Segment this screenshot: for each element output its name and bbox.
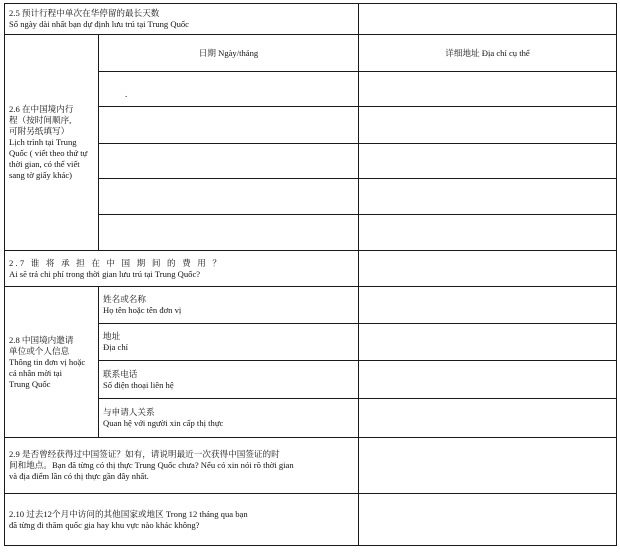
q2-8-label-line: Trung Quốc	[9, 378, 51, 389]
q2-6-label-line: 程（按时间顺序,	[9, 115, 72, 125]
q2-6-label-line: 可附另纸填写）	[9, 126, 70, 136]
inviter-field-zh: 与申请人关系	[103, 407, 155, 417]
q2-7-label	[5, 251, 359, 287]
q2-8-label-line: cá nhân mời tại	[9, 367, 62, 378]
itinerary-address-field[interactable]	[359, 179, 617, 215]
q2-6-label-line: Quốc ( viết theo thứ tự	[9, 148, 88, 158]
q2-5-label-zh: 2.5 预计行程中单次在华停留的最长天数	[9, 8, 160, 18]
inviter-address-label	[99, 324, 359, 361]
q2-9-label-line: 间和地点。Bạn đã từng có thị thực Trung Quốc chưa? Nếu có xin nói rõ thời gian	[9, 460, 294, 470]
inviter-field-zh: 地址	[103, 331, 121, 341]
stray-mark: .	[125, 88, 128, 99]
itinerary-address-field[interactable]	[359, 144, 617, 179]
row-2-9	[5, 438, 617, 494]
q2-8-label	[5, 287, 99, 438]
q2-6-label-line: thời gian, có thể viết	[9, 159, 80, 169]
inviter-field-vi: Số điện thoại liên hệ	[103, 379, 174, 390]
inviter-relation-label	[99, 399, 359, 438]
q2-7-label-vi: Ai sẽ trả chi phí trong thời gian lưu trú tại Trung Quốc?	[9, 268, 201, 279]
row-2-10	[5, 494, 617, 546]
inviter-field-vi: Địa chỉ	[103, 342, 129, 352]
q2-6-label	[5, 35, 99, 251]
q2-5-label-vi: Số ngày dài nhất bạn dự định lưu trú tại Trung Quốc	[9, 19, 189, 29]
q2-6-label-line: Lịch trình tại Trung	[9, 137, 77, 147]
q2-5-label	[5, 4, 359, 35]
itinerary-address-header: 详细地址 Địa chỉ cụ thể	[359, 35, 617, 72]
q2-6-label-line: sang tờ giấy khác)	[9, 170, 73, 180]
row-2-7	[5, 251, 617, 287]
inviter-phone-field[interactable]	[359, 361, 617, 399]
inviter-name-label	[99, 287, 359, 324]
itinerary-date-field[interactable]	[99, 215, 359, 251]
inviter-field-vi: Họ tên hoặc tên đơn vị	[103, 305, 182, 315]
q2-7-answer-field[interactable]	[359, 251, 617, 287]
q2-10-answer-field[interactable]	[359, 494, 617, 546]
q2-8-label-line: Thông tin đơn vị hoặc	[9, 356, 86, 367]
q2-9-label	[5, 438, 359, 494]
q2-7-label-zh: 2.7 谁 将 承 担 在 中 国 期 间 的 费 用 ？	[9, 257, 224, 268]
inviter-address-field[interactable]	[359, 324, 617, 361]
q2-10-label-line: 2.10 过去12个月中访问的其他国家或地区 Trong 12 tháng qua bạn	[9, 508, 248, 519]
inviter-field-vi: Quan hệ với người xin cấp thị thực	[103, 418, 224, 428]
inviter-phone-label	[99, 361, 359, 399]
itinerary-date-field[interactable]	[99, 144, 359, 179]
q2-8-label-line: 单位或个人信息	[9, 345, 70, 356]
itinerary-date-field[interactable]	[99, 179, 359, 215]
inviter-relation-field[interactable]	[359, 399, 617, 438]
q2-9-label-line: và địa điểm lần có thị thực gần đây nhất.	[9, 471, 149, 481]
inviter-name-field[interactable]	[359, 287, 617, 324]
row-2-5	[5, 4, 617, 35]
q2-8-label-line: 2.8 中国境内邀请	[9, 334, 74, 345]
q2-5-answer-field[interactable]	[359, 4, 617, 35]
itinerary-date-field[interactable]	[99, 72, 359, 107]
itinerary-address-field[interactable]	[359, 215, 617, 251]
row-2-6-header	[5, 35, 617, 72]
row-2-8-name	[5, 287, 617, 324]
form-table	[4, 3, 617, 546]
q2-10-label-line: đã từng đi thăm quốc gia hay khu vực nào khác không?	[9, 519, 200, 530]
itinerary-address-field[interactable]	[359, 72, 617, 107]
q2-10-label	[5, 494, 359, 546]
itinerary-date-header: 日期 Ngày/tháng	[99, 35, 359, 72]
inviter-field-zh: 姓名或名称	[103, 294, 146, 304]
itinerary-address-field[interactable]	[359, 107, 617, 144]
inviter-field-zh: 联系电话	[103, 368, 138, 379]
q2-6-label-line: 2.6 在中国境内行	[9, 104, 74, 114]
q2-9-answer-field[interactable]	[359, 438, 617, 494]
itinerary-date-field[interactable]	[99, 107, 359, 144]
q2-9-label-line: 2.9 是否曾经获得过中国签证？如有，请说明最近一次获得中国签证的时	[9, 449, 280, 459]
